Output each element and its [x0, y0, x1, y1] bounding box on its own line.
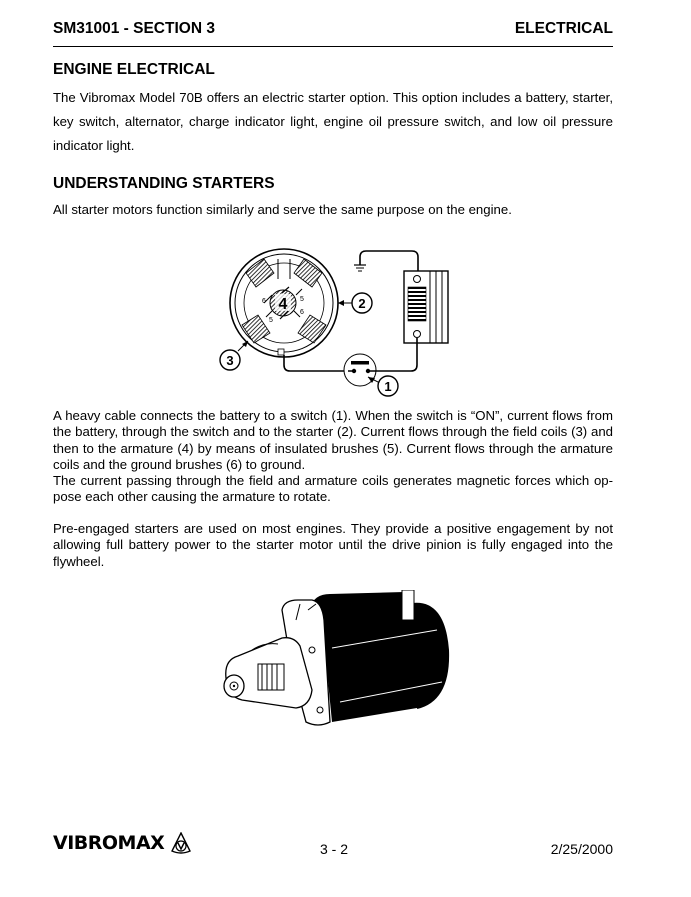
page-header	[53, 20, 613, 47]
callout-3-label: 3	[226, 353, 234, 368]
starter-motor-icon	[230, 249, 338, 357]
section-title-engine-electrical: ENGINE ELECTRICAL	[53, 61, 215, 78]
brush-label-5b: 5	[269, 317, 273, 324]
vibromax-logo-mark-icon	[171, 832, 191, 854]
starters-intro-paragraph: All starter motors function similarly and serve the same purpose on the engine.	[53, 202, 512, 217]
brush-label-5a: 5	[300, 296, 304, 303]
revision-date: 2/25/2000	[550, 841, 613, 857]
page-footer	[53, 830, 613, 860]
starter-motor-illustration	[212, 590, 457, 730]
battery-icon	[404, 271, 448, 343]
pre-engaged-paragraph: Pre-engaged starters are used on most engines. They provide a positive engagement by not allowing full battery power to the starter motor until the drive pinion is fully engaged into the flywheel.	[53, 521, 613, 569]
section-title-understanding-starters: UNDERSTANDING STARTERS	[53, 175, 275, 192]
section-label: SM31001 - SECTION 3	[53, 20, 215, 37]
magnetic-force-text: The current passing through the field and armature coils generates magnetic forces which op-pose each other causing the armature to rotate.	[53, 473, 613, 505]
starter-wiring-diagram	[212, 243, 462, 405]
starter-operation-paragraph	[53, 408, 613, 506]
callout-2	[338, 293, 372, 313]
page-number: 3 - 2	[320, 841, 349, 857]
drive-pinion	[258, 664, 284, 690]
brush-label-6a: 6	[262, 298, 266, 305]
brush-label-6b: 6	[300, 309, 304, 316]
armature-label: 4	[278, 296, 288, 313]
logo-wordmark: VIBROMAX	[53, 832, 165, 854]
ground-symbol-icon	[354, 251, 418, 273]
starter-operation-text: A heavy cable connects the battery to a switch (1). When the switch is “ON”, current flows from the battery, through the switch and to the starter (2). Current flows through the field coils (3) and then to the armature (4) by means of insulated brushes (5). Current flows through the armature coils and the ground brushes (6) to ground.	[53, 408, 613, 472]
callout-1	[368, 376, 398, 396]
callout-1-label: 1	[384, 379, 392, 394]
callout-3	[220, 341, 248, 370]
intro-paragraph: The Vibromax Model 70B offers an electric starter option. This option includes a battery, starter, key switch, alternator, charge indicator light, engine oil pressure switch, and low oil pressure indicator light.	[53, 90, 613, 153]
vibromax-logo	[53, 832, 191, 858]
chapter-label: ELECTRICAL	[514, 20, 613, 37]
callout-2-label: 2	[358, 296, 366, 311]
